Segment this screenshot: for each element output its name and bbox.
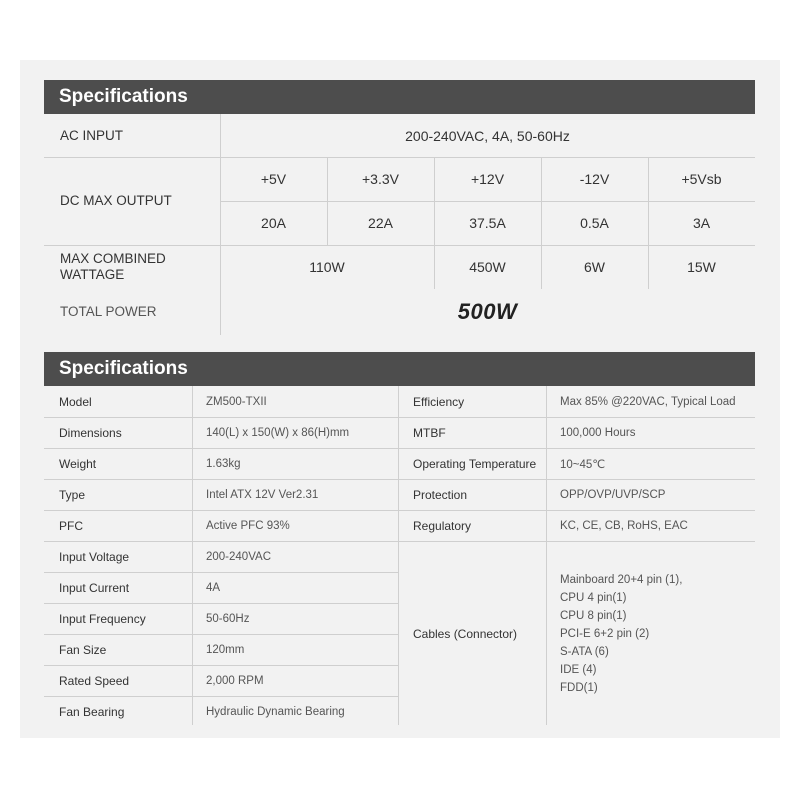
max-combined-label-line1: MAX COMBINED <box>60 251 166 266</box>
divider <box>44 696 398 697</box>
rail-amps: 20A <box>261 215 286 231</box>
spec-value: 1.63kg <box>206 457 241 470</box>
spec-label: Dimensions <box>59 425 122 440</box>
divider <box>398 479 755 480</box>
total-power-value: 500W <box>457 299 518 324</box>
rail-amps: 37.5A <box>469 215 506 231</box>
cable-item: CPU 8 pin(1) <box>560 610 627 622</box>
spec-label: Input Voltage <box>59 549 130 564</box>
cable-item: FDD(1) <box>560 682 598 694</box>
rail-label: +3.3V <box>362 171 399 187</box>
rail-label: +5Vsb <box>681 171 722 187</box>
divider <box>398 448 755 449</box>
spec-value: 140(L) x 150(W) x 86(H)mm <box>206 426 350 439</box>
divider <box>44 603 398 604</box>
cable-list <box>560 571 682 697</box>
rail-amps: 22A <box>368 215 393 231</box>
spec-value: Intel ATX 12V Ver2.31 <box>206 488 319 501</box>
spec-value: 100,000 Hours <box>560 426 636 439</box>
ac-input-label: AC INPUT <box>60 127 124 143</box>
spec-value: Hydraulic Dynamic Bearing <box>206 705 345 718</box>
spec-label: Fan Size <box>59 642 107 657</box>
rail-amps: 3A <box>692 215 711 231</box>
spec-label: Protection <box>413 487 468 502</box>
spec-value: 120mm <box>206 643 245 656</box>
spec-value: 2,000 RPM <box>206 674 264 687</box>
spec-value: Max 85% @220VAC, Typical Load <box>560 395 736 408</box>
section-title: Specifications <box>59 86 188 107</box>
spec-label: Weight <box>59 456 97 471</box>
combined-wattage: 6W <box>584 259 605 275</box>
spec-label: PFC <box>59 518 83 533</box>
section-header-specs <box>44 352 755 386</box>
combined-wattage: 110W <box>309 259 345 275</box>
spec-value: OPP/OVP/UVP/SCP <box>560 488 666 501</box>
spec-label: Input Current <box>59 580 130 595</box>
cable-item: S-ATA (6) <box>560 646 609 658</box>
dc-max-output-label: DC MAX OUTPUT <box>60 193 172 208</box>
spec-value: Active PFC 93% <box>206 519 290 532</box>
max-combined-label-line2: WATTAGE <box>60 267 125 282</box>
spec-label: Type <box>59 487 86 502</box>
spec-label: MTBF <box>413 425 446 440</box>
divider <box>44 572 398 573</box>
divider <box>44 665 398 666</box>
divider <box>44 634 398 635</box>
divider <box>44 510 398 511</box>
spec-label: Input Frequency <box>59 611 146 626</box>
spec-value: KC, CE, CB, RoHS, EAC <box>560 519 688 532</box>
rail-amps: 0.5A <box>580 215 609 231</box>
cable-item: CPU 4 pin(1) <box>560 592 627 604</box>
rail-label: +5V <box>260 171 287 187</box>
spec-label: Operating Temperature <box>413 456 537 471</box>
spec-label: Efficiency <box>413 394 465 409</box>
max-combined-label <box>44 245 220 289</box>
power-table <box>44 114 755 335</box>
spec-label: Fan Bearing <box>59 704 125 719</box>
divider <box>44 541 398 542</box>
spec-value: 200-240VAC <box>206 550 271 563</box>
section-title: Specifications <box>59 358 188 379</box>
spec-label: Regulatory <box>413 518 472 533</box>
combined-wattage: 15W <box>687 259 716 275</box>
divider <box>398 510 755 511</box>
cable-item: PCI-E 6+2 pin (2) <box>560 628 650 640</box>
divider <box>44 479 398 480</box>
total-power-label: TOTAL POWER <box>60 304 157 319</box>
section-header-power <box>44 80 755 114</box>
cables-list <box>546 541 755 727</box>
cables-label: Cables (Connector) <box>413 627 518 641</box>
divider <box>398 417 755 418</box>
spec-value: 4A <box>206 581 221 594</box>
spec-value: 50-60Hz <box>206 612 250 625</box>
ac-input-value: 200-240VAC, 4A, 50-60Hz <box>405 127 570 144</box>
spec-value: 10~45℃ <box>560 458 606 471</box>
rail-label: -12V <box>579 171 610 187</box>
spec-label: Rated Speed <box>59 673 130 688</box>
cable-item: IDE (4) <box>560 664 597 676</box>
spec-table <box>44 386 755 725</box>
cable-item: Mainboard 20+4 pin (1), <box>560 574 683 586</box>
spec-value: ZM500-TXII <box>206 395 267 408</box>
spec-label: Model <box>59 394 92 409</box>
divider <box>44 448 398 449</box>
divider <box>44 417 398 418</box>
combined-wattage: 450W <box>469 259 506 275</box>
rail-label: +12V <box>470 171 505 187</box>
